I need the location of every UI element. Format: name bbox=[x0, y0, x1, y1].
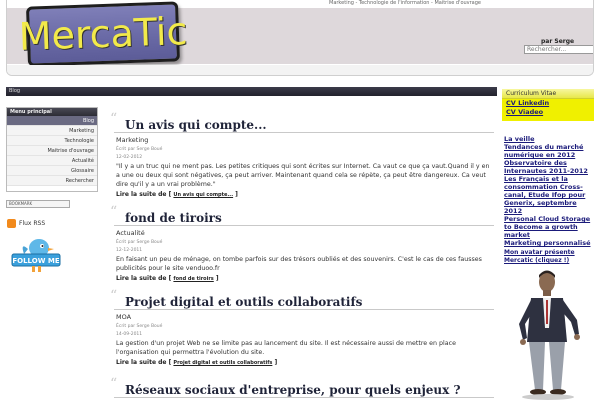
site-tagline: Marketing - Technologie de l'information - Maitrise d'ouvrage bbox=[329, 0, 481, 6]
avatar-link[interactable]: Mon avatar présente Mercatic (cliquez !) bbox=[504, 249, 575, 264]
read-more: Lire la suite de [ Projet digital et outils collaboratifs ] bbox=[116, 359, 278, 366]
follow-me-label: FOLLOW ME bbox=[12, 257, 60, 265]
veille-link[interactable]: Les Français et la consommation Cross-canal, Etude Ifop pour Generix, septembre 2012 bbox=[504, 175, 586, 215]
veille-link[interactable]: Tendances du marché numérique en 2012 bbox=[504, 143, 584, 159]
post-title[interactable]: Projet digital et outils collaboratifs bbox=[114, 295, 494, 310]
post-excerpt: "Il y a un truc qui ne ment pas. Les petites critiques qui sont écrites sur Internet. Ca vaut ce que ça vaut.Quand il y en a une ou deux qui sont négatives, ça peut arriver. Maintenant quand cela se répète, ça peut être dangereux. Ca veut dire qu'il y a un vrai problème." bbox=[116, 163, 490, 188]
veille-list bbox=[504, 135, 596, 247]
menu-item-rechercher[interactable]: Rechercher bbox=[7, 176, 97, 186]
rss-icon[interactable] bbox=[7, 219, 16, 228]
blog-post bbox=[110, 288, 494, 366]
post-category: Marketing bbox=[116, 136, 149, 144]
breadcrumb: Blog bbox=[6, 87, 497, 96]
quote-icon: “ bbox=[110, 111, 118, 127]
quote-icon: “ bbox=[110, 376, 118, 392]
read-more-link[interactable]: Un avis qui compte... bbox=[173, 192, 234, 198]
post-date: 12-12-2011 bbox=[116, 248, 143, 253]
read-more-prefix: Lire la suite de bbox=[116, 359, 167, 366]
main-menu bbox=[6, 107, 98, 192]
post-category: MOA bbox=[116, 313, 132, 321]
menu-item-technologie[interactable]: Technologie bbox=[7, 136, 97, 146]
menu-item-marketing[interactable]: Marketing bbox=[7, 126, 97, 136]
post-title[interactable]: Un avis qui compte... bbox=[114, 118, 494, 133]
cv-box bbox=[502, 89, 594, 121]
post-date: 14-09-2011 bbox=[116, 332, 143, 337]
avatar-image[interactable] bbox=[505, 268, 589, 400]
post-category: Actualité bbox=[116, 229, 145, 237]
veille-link[interactable]: La veille bbox=[504, 135, 535, 143]
veille-link[interactable]: Marketing personnalisé bbox=[504, 239, 591, 247]
site-logo[interactable] bbox=[17, 1, 189, 66]
post-excerpt: En faisant un peu de ménage, on tombe parfois sur des trésors oubliés et des souvenirs. C'est le cas de ces fausses publicités pour le site venduoo.fr bbox=[116, 256, 482, 272]
site-header bbox=[6, 0, 594, 76]
menu-title: Menu principal bbox=[7, 108, 97, 116]
menu-item-maitrise-ouvrage[interactable]: Maitrise d'ouvrage bbox=[7, 146, 97, 156]
author-label: par Serge bbox=[541, 38, 575, 45]
post-title[interactable]: fond de tiroirs bbox=[114, 211, 494, 226]
post-author: Écrit par Serge Boué bbox=[116, 324, 163, 329]
follow-me-badge[interactable] bbox=[6, 236, 66, 280]
blog-post bbox=[110, 376, 494, 398]
menu-item-blog[interactable]: Blog bbox=[7, 116, 97, 126]
read-more-link[interactable]: fond de tiroirs bbox=[173, 276, 214, 282]
post-title[interactable]: Réseaux sociaux d'entreprise, pour quels enjeux ? bbox=[114, 383, 494, 398]
quote-icon: “ bbox=[110, 204, 118, 220]
cv-linkedin-link[interactable]: CV Linkedin bbox=[506, 99, 550, 107]
rss-link[interactable]: Flux RSS bbox=[19, 220, 46, 227]
post-author: Écrit par Serge Boué bbox=[116, 240, 163, 245]
menu-item-glossaire[interactable]: Glossaire bbox=[7, 166, 97, 176]
blog-post bbox=[110, 111, 494, 198]
veille-link[interactable]: Observatoire des Internautes 2011-2012 bbox=[504, 159, 588, 175]
header-bottom-bar bbox=[7, 65, 593, 75]
quote-icon: “ bbox=[110, 288, 118, 304]
search-input[interactable] bbox=[524, 45, 594, 54]
post-date: 12-02-2012 bbox=[116, 155, 143, 160]
read-more-prefix: Lire la suite de bbox=[116, 275, 167, 282]
bookmark-label: BOOKMARK bbox=[9, 201, 33, 206]
cv-title: Curriculum Vitae bbox=[502, 89, 594, 99]
read-more-prefix: Lire la suite de bbox=[116, 191, 167, 198]
menu-item-actualite[interactable]: Actualité bbox=[7, 156, 97, 166]
logo-text: MercaTic bbox=[17, 9, 189, 59]
veille-link[interactable]: Personal Cloud Storage to Become a growth market bbox=[504, 215, 591, 239]
read-more: Lire la suite de [ Un avis qui compte... ] bbox=[116, 191, 238, 198]
cv-viadeo-link[interactable]: CV Viadeo bbox=[506, 108, 544, 116]
post-author: Écrit par Serge Boué bbox=[116, 147, 163, 152]
read-more-link[interactable]: Projet digital et outils collaboratifs bbox=[173, 360, 273, 366]
bookmark-button[interactable] bbox=[6, 200, 70, 208]
blog-post bbox=[110, 204, 494, 282]
post-excerpt: La gestion d'un projet Web ne se limite pas au lancement du site. Il est nécessaire aussi de mettre en place l'organisation qui permettra l'évolution du site. bbox=[116, 340, 456, 356]
read-more: Lire la suite de [ fond de tiroirs ] bbox=[116, 275, 219, 282]
